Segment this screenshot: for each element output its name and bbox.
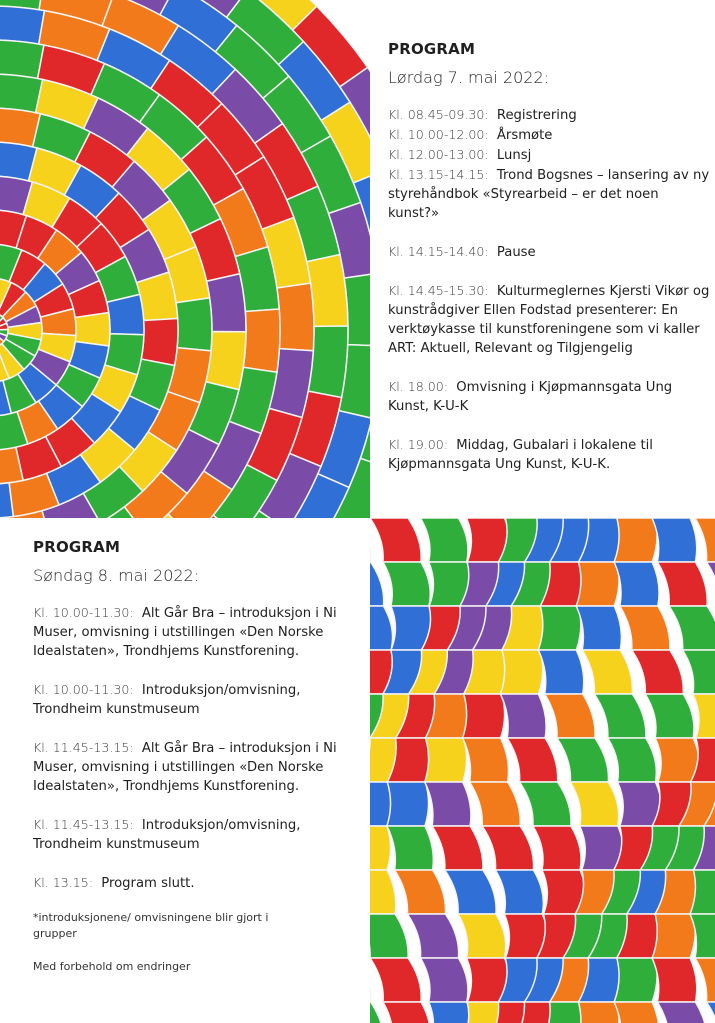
entry-time: Kl. 13.15-14.15: xyxy=(388,167,489,182)
entry-desc: Alt Går Bra – introduksjon i Ni Muser, omvisning i utstillingen «Den Norske Idealstaten», Trondhjems Kunstforening. xyxy=(33,741,337,794)
colorful-waves-pattern xyxy=(370,518,715,1023)
program-entry xyxy=(33,815,363,854)
entry-time: Kl. 13.15: xyxy=(33,875,94,890)
entry-desc: Alt Går Bra – introduksjon i Ni Muser, omvisning i utstillingen «Den Norske Idealstaten», Trondhjems Kunstforening. xyxy=(33,606,337,659)
entry-desc: Lunsj xyxy=(496,148,532,163)
entry-desc: Middag, Gubalari i lokalene til Kjøpmannsgata Ung Kunst, K-U-K. xyxy=(388,438,653,472)
program-entries xyxy=(33,603,363,893)
entry-desc: Program slutt. xyxy=(101,876,195,891)
saturday-program xyxy=(388,40,710,474)
program-entry xyxy=(388,377,710,416)
artwork-bottom-right xyxy=(370,518,715,1023)
program-date: Søndag 8. mai 2022: xyxy=(33,566,200,585)
program-entry xyxy=(33,738,363,796)
entry-desc: Årsmøte xyxy=(496,128,553,143)
program-entry xyxy=(388,125,710,145)
program-entry xyxy=(388,281,710,358)
entry-desc: Omvisning i Kjøpmannsgata Ung Kunst, K-U-K xyxy=(388,380,673,414)
entry-desc: Trond Bogsnes – lansering av ny styrehåndbok «Styrearbeid – er det noen kunst?» xyxy=(388,168,710,221)
disclaimer: Med forbehold om endringer xyxy=(33,960,191,973)
entry-time: Kl. 10.00-11.30: xyxy=(33,605,134,620)
program-entry xyxy=(33,603,363,661)
colorful-arcs-pattern xyxy=(0,0,370,518)
entry-desc: Introduksjon/omvisning, Trondheim kunstmuseum xyxy=(33,818,301,852)
entry-desc: Pause xyxy=(496,245,536,260)
program-entry xyxy=(388,242,710,262)
program-date: Lørdag 7. mai 2022: xyxy=(388,68,550,87)
entry-time: Kl. 12.00-13.00: xyxy=(388,147,489,162)
program-entry xyxy=(388,145,710,165)
entry-time: Kl. 14.15-14.40: xyxy=(388,244,489,259)
entry-desc: Introduksjon/omvisning, Trondheim kunstmuseum xyxy=(33,683,301,717)
artwork-top-left xyxy=(0,0,370,518)
entry-time: Kl. 10.00-11.30: xyxy=(33,682,134,697)
entry-time: Kl. 14.45-15.30: xyxy=(388,283,489,298)
group-note: *introduksjonene/ omvisningene blir gjort i grupper xyxy=(33,911,269,940)
program-entry xyxy=(388,105,710,125)
program-title: PROGRAM xyxy=(388,40,476,58)
program-entry xyxy=(388,165,710,223)
entry-time: Kl. 11.45-13.15: xyxy=(33,740,134,755)
sunday-program xyxy=(33,538,363,975)
program-entry xyxy=(33,873,363,893)
program-entries xyxy=(388,105,710,474)
entry-time: Kl. 10.00-12.00: xyxy=(388,127,489,142)
program-title: PROGRAM xyxy=(33,538,121,556)
entry-desc: Kulturmeglernes Kjersti Vikør og kunstrådgiver Ellen Fodstad presenterer: En verktøykasse til kunstforeningene som vi kaller ART: Aktuell, Relevant og Tilgjengelig xyxy=(388,284,710,356)
entry-time: Kl. 11.45-13.15: xyxy=(33,817,134,832)
entry-time: Kl. 08.45-09.30: xyxy=(388,107,489,122)
entry-desc: Registrering xyxy=(496,108,577,123)
program-entry xyxy=(388,435,710,474)
program-entry xyxy=(33,680,363,719)
entry-time: Kl. 18.00: xyxy=(388,379,449,394)
entry-time: Kl. 19.00: xyxy=(388,437,449,452)
